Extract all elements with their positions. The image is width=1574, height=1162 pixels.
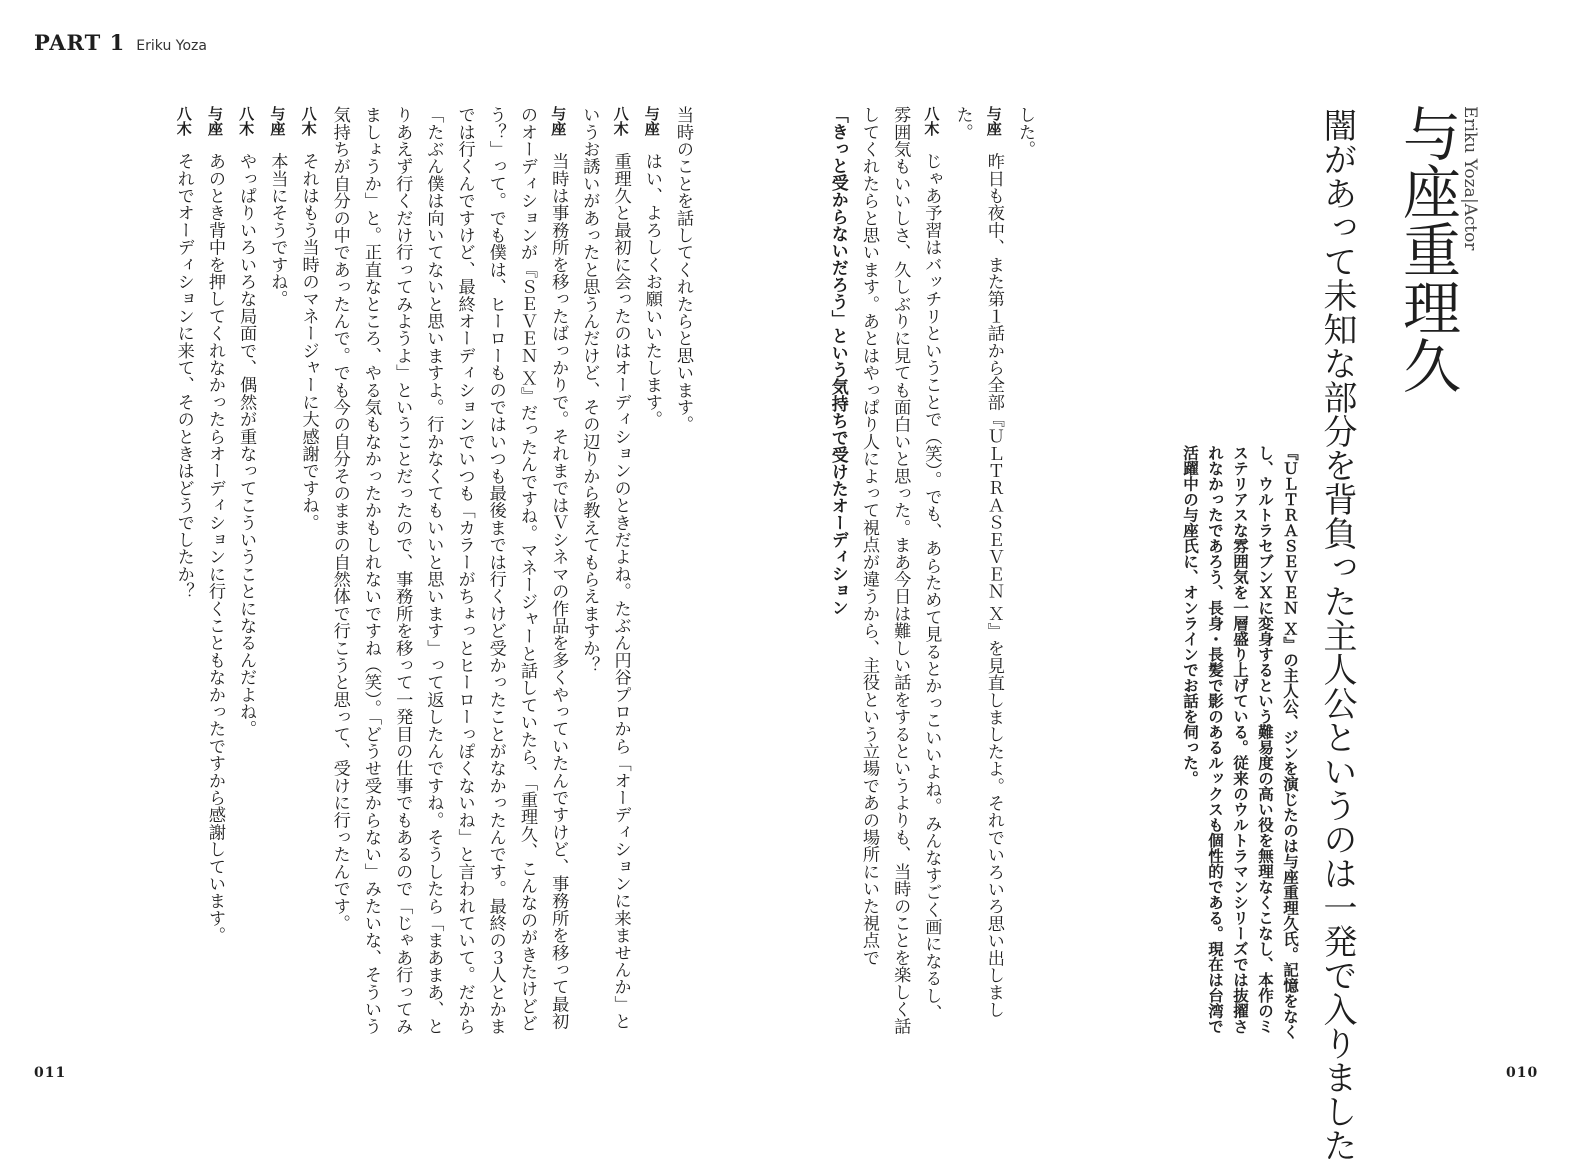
part-name: Eriku Yoza [136,38,207,54]
speaker-label: 八木 [174,106,193,136]
lead-paragraph: 『ＵＬＴＲＡＳＥＶＥＮ Ｘ』の主人公、ジンを演じたのは与座重理久氏。記憶をなくし、ウルトラセブンＸに変身するという難易度の高い役を無理なくこなし、本作のミステリアスな雰囲気を一層盛り上げている。従来のウルトラマンシリーズでは抜擢されなかったであろう、長身・長髪で影のあるルックスも個性的である。現在は台湾で活躍中の与座氏に、オンラインでお話を伺った。 [1181,445,1299,1040]
dialogue-paragraph [1009,106,1040,1036]
dialogue-paragraph [168,106,199,1036]
dialogue-text: やっぱりいろいろな局面で、偶然が重なってこういうことになるんだよね。 [236,152,257,738]
dialogue-paragraph [573,106,635,1036]
speaker-label: 与座 [642,106,661,136]
dialogue-text: 当時は事務所を移ったばっかりで。それまではＶシネマの作品を多くやっていたんですけど、事務所を移って最初のオーディションが『ＳＥＶＥＮ Ｘ』だったんですね。マネージャーと話していたら、「重理久、こんなのがきたけどどう？」って。でも僕は、ヒーローものではいつも最後までは行くけど受かったことがなかったんです。最終の３人とかまでは行くんですけど、最終オーディションでいつも「カラーがちょっとヒーローっぽくないね」と言われていて。だから「たぶん僕は向いてないと思いますよ。行かなくてもいいと思います」って返したんですね。そうしたら「まあまあ、とりあえず行くだけ行ってみようよ」ということだったので、事務所を移って一発目の仕事でもあるので「じゃあ行ってみましょうか」と。正直なところ、やる気もなかったかもしれないですね（笑）。「どうせ受からない」みたいな、そういう気持ちが自分の中であったんで。でも今の自分そのままの自然体で行こうと思って、受けに行ったんです。 [329,106,569,1035]
dialogue-paragraph [324,106,574,1036]
dialogue-paragraph [230,106,261,1036]
byline-role: Actor [1460,203,1480,251]
speaker-label: 与座 [984,106,1003,136]
dialogue-paragraph [667,106,698,1036]
speaker-label: 与座 [205,106,224,136]
speaker-label: 八木 [611,106,630,136]
dialogue-text: した。 [1015,106,1035,158]
article-name-title: 与座重理久 [1393,104,1461,394]
dialogue-text: あのとき背中を押してくれなかったらオーディションに行くこともなかったですから感謝しています。 [204,152,225,944]
dialogue-text: 本当にそうですね。 [267,152,288,308]
part-label: PART 1 [34,30,126,55]
byline-name: Eriku Yoza [1460,106,1480,198]
subheading-text: 「きっと受からないだろう」という気持ちで受けたオーディション [827,106,848,616]
dialogue-paragraph [853,106,947,1036]
dialogue-text: 昨日も夜中、また第１話から全部『ＵＬＴＲＡＳＥＶＥＮ Ｘ』を見直しましたよ。それでいろいろ思い出しました。 [952,106,1004,1018]
page-number-right: 010 [1506,1065,1539,1081]
speaker-label: 与座 [268,106,287,136]
speaker-label: 八木 [299,106,318,136]
dialogue-text: はい、よろしくお願いいたします。 [641,152,662,428]
dialogue-paragraph [636,106,667,1036]
dialogue-paragraph [946,106,1008,1036]
speaker-label: 八木 [922,106,941,136]
page-number-left: 011 [34,1065,67,1081]
dialogue-text: 重理久と最初に会ったのはオーディションのときだよね。たぶん円谷プロから「オーディションに来ませんか」というお誘いがあったと思うんだけど、その辺りから教えてもらえますか？ [579,106,631,1030]
byline [1460,106,1480,366]
dialogue-paragraph [261,106,292,1036]
running-header [34,30,207,55]
dialogue-text: それでオーディションに来て、そのときはどうでしたか？ [173,152,194,600]
section-subheading [822,106,853,1036]
byline-separator: | [1460,197,1480,204]
dialogue-text: それはもう当時のマネージャーに大感謝ですね。 [298,152,319,531]
dialogue-paragraph [292,106,323,1036]
dialogue-paragraph [199,106,230,1036]
article-headline: 闇があって未知な部分を背負った主人公というのは一発で入りました [1317,108,1357,1162]
dialogue-text: 当時のことを話してくれたらと思います。 [673,106,693,433]
speaker-label: 与座 [549,106,568,136]
right-page-body [827,106,1040,1036]
speaker-label: 八木 [237,106,256,136]
left-page-body [98,106,698,1036]
dialogue-text: じゃあ予習はバッチリということで（笑）。でも、あらためて見るとかっこいいよね。みんなすごく画になるし、雰囲気もいいしさ、久しぶりに見ても面白いと思った。まあ今日は難しい話をするというよりも、当時のことを楽しく話してくれたらと思います。あとはやっぱり人によって視点が違うから、主役という立場であの場所にいた視点で [858,106,942,1035]
